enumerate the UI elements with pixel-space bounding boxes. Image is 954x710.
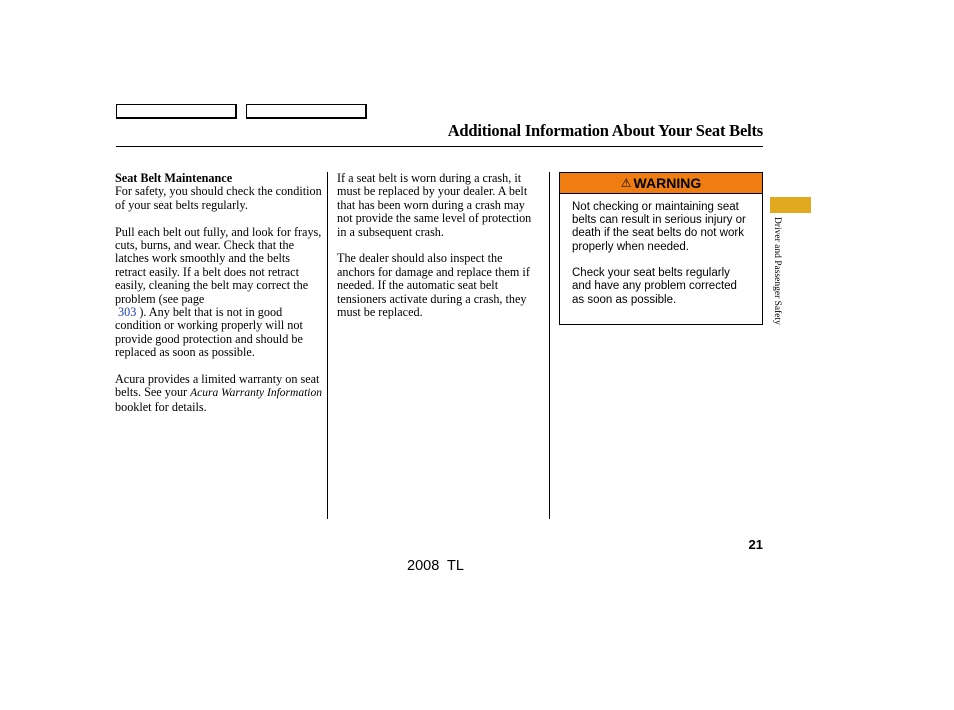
page-number: 21 bbox=[748, 537, 763, 552]
paragraph-warranty bbox=[115, 373, 323, 414]
warranty-text-end: booklet for details. bbox=[115, 399, 207, 414]
warning-paragraph-1: Not checking or maintaining seat belts can result in serious injury or death if the seat belts do not work properly when needed. bbox=[572, 201, 746, 253]
column-left bbox=[115, 172, 323, 414]
warning-banner bbox=[560, 173, 762, 194]
nav-button-index[interactable] bbox=[246, 104, 367, 119]
section-label: Driver and Passenger Safety bbox=[772, 217, 782, 325]
page-reference-link[interactable]: 303 bbox=[118, 305, 137, 320]
section-tab bbox=[770, 197, 811, 213]
paragraph-check-condition: For safety, you should check the condition of your seat belts regularly. bbox=[115, 184, 322, 212]
warning-body bbox=[560, 194, 762, 307]
title-divider bbox=[116, 146, 763, 147]
inspect-text-end: ). Any belt that is not in good condition or working properly will not provide good protection and should be replaced as soon as possible. bbox=[115, 305, 303, 360]
column-divider-1 bbox=[327, 172, 328, 519]
warning-box bbox=[559, 172, 763, 325]
warranty-text-start: Acura provides a limited warranty on seat belts. See your bbox=[115, 372, 320, 400]
paragraph-replace-after-crash: If a seat belt is worn during a crash, it must be replaced by your dealer. A belt that has been worn during a crash may not provide the same level of protection in a subsequent crash. bbox=[337, 171, 532, 239]
page-title: Additional Information About Your Seat Belts bbox=[447, 121, 763, 140]
warning-label: WARNING bbox=[633, 175, 702, 191]
paragraph-inspect-belts bbox=[115, 226, 323, 360]
warning-paragraph-2: Check your seat belts regularly and have any problem corrected as soon as possible. bbox=[572, 267, 737, 306]
column-divider-2 bbox=[549, 172, 550, 519]
nav-button-contents[interactable] bbox=[116, 104, 237, 119]
column-middle bbox=[337, 172, 543, 319]
section-heading: Seat Belt Maintenance bbox=[115, 171, 233, 185]
inspect-text-start: Pull each belt out fully, and look for frays, cuts, burns, and wear. Check that the latches work smoothly and the belts retract easily. If a belt does not retract easily, cleaning the belt may correct the problem (see page bbox=[115, 224, 322, 306]
warning-triangle-icon: ⚠ bbox=[620, 176, 632, 190]
paragraph-inspect-anchors: The dealer should also inspect the anchors for damage and replace them if needed. If the automatic seat belt tensioners activate during a crash, they must be replaced. bbox=[337, 251, 530, 320]
warranty-booklet-title: Acura Warranty Information bbox=[190, 387, 322, 400]
footer-model: 2008 TL bbox=[407, 558, 464, 574]
